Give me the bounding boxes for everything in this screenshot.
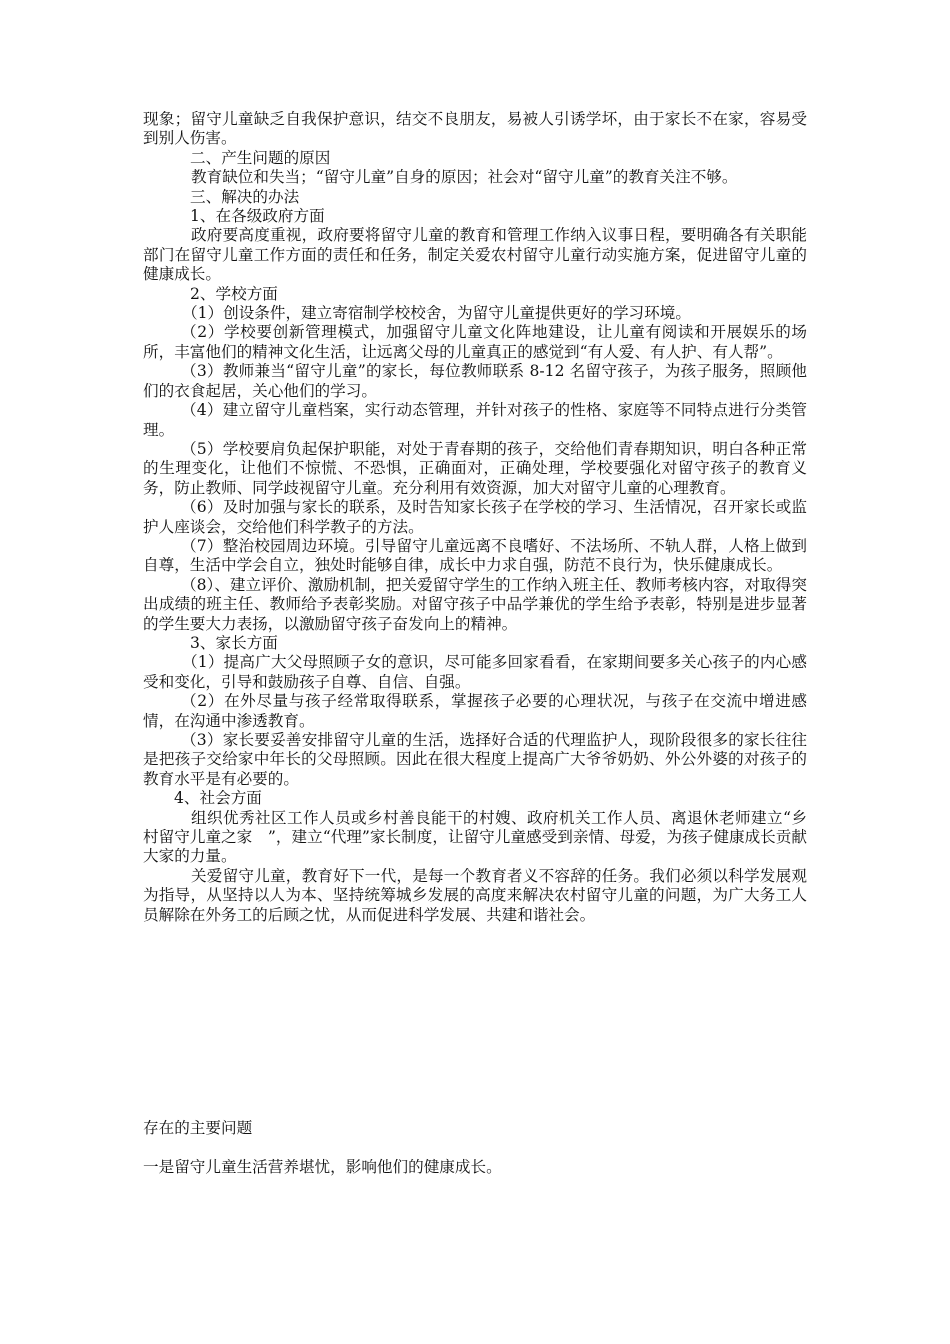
paragraph: 4、社会方面 <box>174 789 262 808</box>
paragraph: 2、学校方面 <box>190 284 278 303</box>
paragraph: 三、解决的办法 <box>190 187 300 206</box>
paragraph: （7）整治校园周边环境。引导留守儿童远离不良嗜好、不法场所、不轨人群，人格上做到自尊，生活中学会自立，独处时能够自律，成长中力求自强，防范不良行为，快乐健康成长。 <box>143 536 807 575</box>
paragraph: 现象；留守儿童缺乏自我保护意识，结交不良朋友，易被人引诱学坏，由于家长不在家，容易受到别人伤害。 <box>143 110 807 148</box>
paragraph: 组织优秀社区工作人员或乡村善良能干的村嫂、政府机关工作人员、离退休老师建立“乡村留守儿童之家 ”，建立“代理”家长制度，让留守儿童感受到亲情、母爱，为孩子健康成长贡献大家的力量。 <box>143 808 807 866</box>
paragraph: （8）、建立评价、激励机制，把关爱留守学生的工作纳入班主任、教师考核内容，对取得突出成绩的班主任、教师给予表彰奖励。对留守孩子中品学兼优的学生给予表彰，特别是进步显著的学生要大力表扬，以激励留守孩子奋发向上的精神。 <box>143 575 807 633</box>
paragraph: 政府要高度重视，政府要将留守儿童的教育和管理工作纳入议事日程，要明确各有关职能部门在留守儿童工作方面的责任和任务，制定关爱农村留守儿童行动实施方案，促进留守儿童的健康成长。 <box>143 226 807 284</box>
paragraph: （1）提高广大父母照顾子女的意识，尽可能多回家看看，在家期间要多关心孩子的内心感受和变化，引导和鼓励孩子自尊、自信、自强。 <box>143 653 807 691</box>
paragraph: 3、家长方面 <box>190 633 278 652</box>
paragraph: （3）家长要妥善安排留守儿童的生活，选择好合适的代理监护人，现阶段很多的家长往往是把孩子交给家中年长的父母照顾。因此在很大程度上提高广大爷爷奶奶、外公外婆的对孩子的教育水平是有必要的。 <box>143 731 807 788</box>
paragraph: 二、产生问题的原因 <box>190 148 331 167</box>
paragraph: （2）学校要创新管理模式，加强留守儿童文化阵地建设，让儿童有阅读和开展娱乐的场所，丰富他们的精神文化生活，让远离父母的儿童真正的感觉到“有人爱、有人护、有人帮”。 <box>143 323 807 361</box>
paragraph: （3）教师兼当“留守儿童”的家长，每位教师联系 8-12 名留守孩子，为孩子服务，照顾他们的衣食起居，关心他们的学习。 <box>143 362 807 400</box>
paragraph: 一是留守儿童生活营养堪忧，影响他们的健康成长。 <box>143 1158 502 1176</box>
paragraph: 关爱留守儿童，教育好下一代，是每一个教育者义不容辞的任务。我们必须以科学发展观为指导，从坚持以人为本、坚持统筹城乡发展的高度来解决农村留守儿童的问题，为广大务工人员解除在外务工的后顾之忧，从而促进科学发展、共建和谐社会。 <box>143 866 807 924</box>
paragraph: （2）在外尽量与孩子经常取得联系，掌握孩子必要的心理状况，与孩子在交流中增进感情，在沟通中渗透教育。 <box>143 692 807 730</box>
paragraph: 1、在各级政府方面 <box>190 207 325 226</box>
section-heading: 存在的主要问题 <box>143 1119 253 1137</box>
paragraph: （4）建立留守儿童档案，实行动态管理，并针对孩子的性格、家庭等不同特点进行分类管理。 <box>143 401 807 439</box>
paragraph: （6）及时加强与家长的联系，及时告知家长孩子在学校的学习、生活情况，召开家长或监护人座谈会，交给他们科学教子的方法。 <box>143 498 807 536</box>
document-body <box>143 110 807 925</box>
paragraph: 教育缺位和失当；“留守儿童”自身的原因；社会对“留守儿童”的教育关注不够。 <box>191 168 738 187</box>
paragraph: （5）学校要肩负起保护职能，对处于青春期的孩子，交给他们青春期知识，明白各种正常的生理变化，让他们不惊慌、不恐惧，正确面对，正确处理，学校要强化对留守孩子的教育义务，防止教师、同学歧视留守儿童。充分利用有效资源，加大对留守儿童的心理教育。 <box>143 439 807 497</box>
paragraph: （1）创设条件，建立寄宿制学校校舍，为留守儿童提供更好的学习环境。 <box>182 304 691 323</box>
